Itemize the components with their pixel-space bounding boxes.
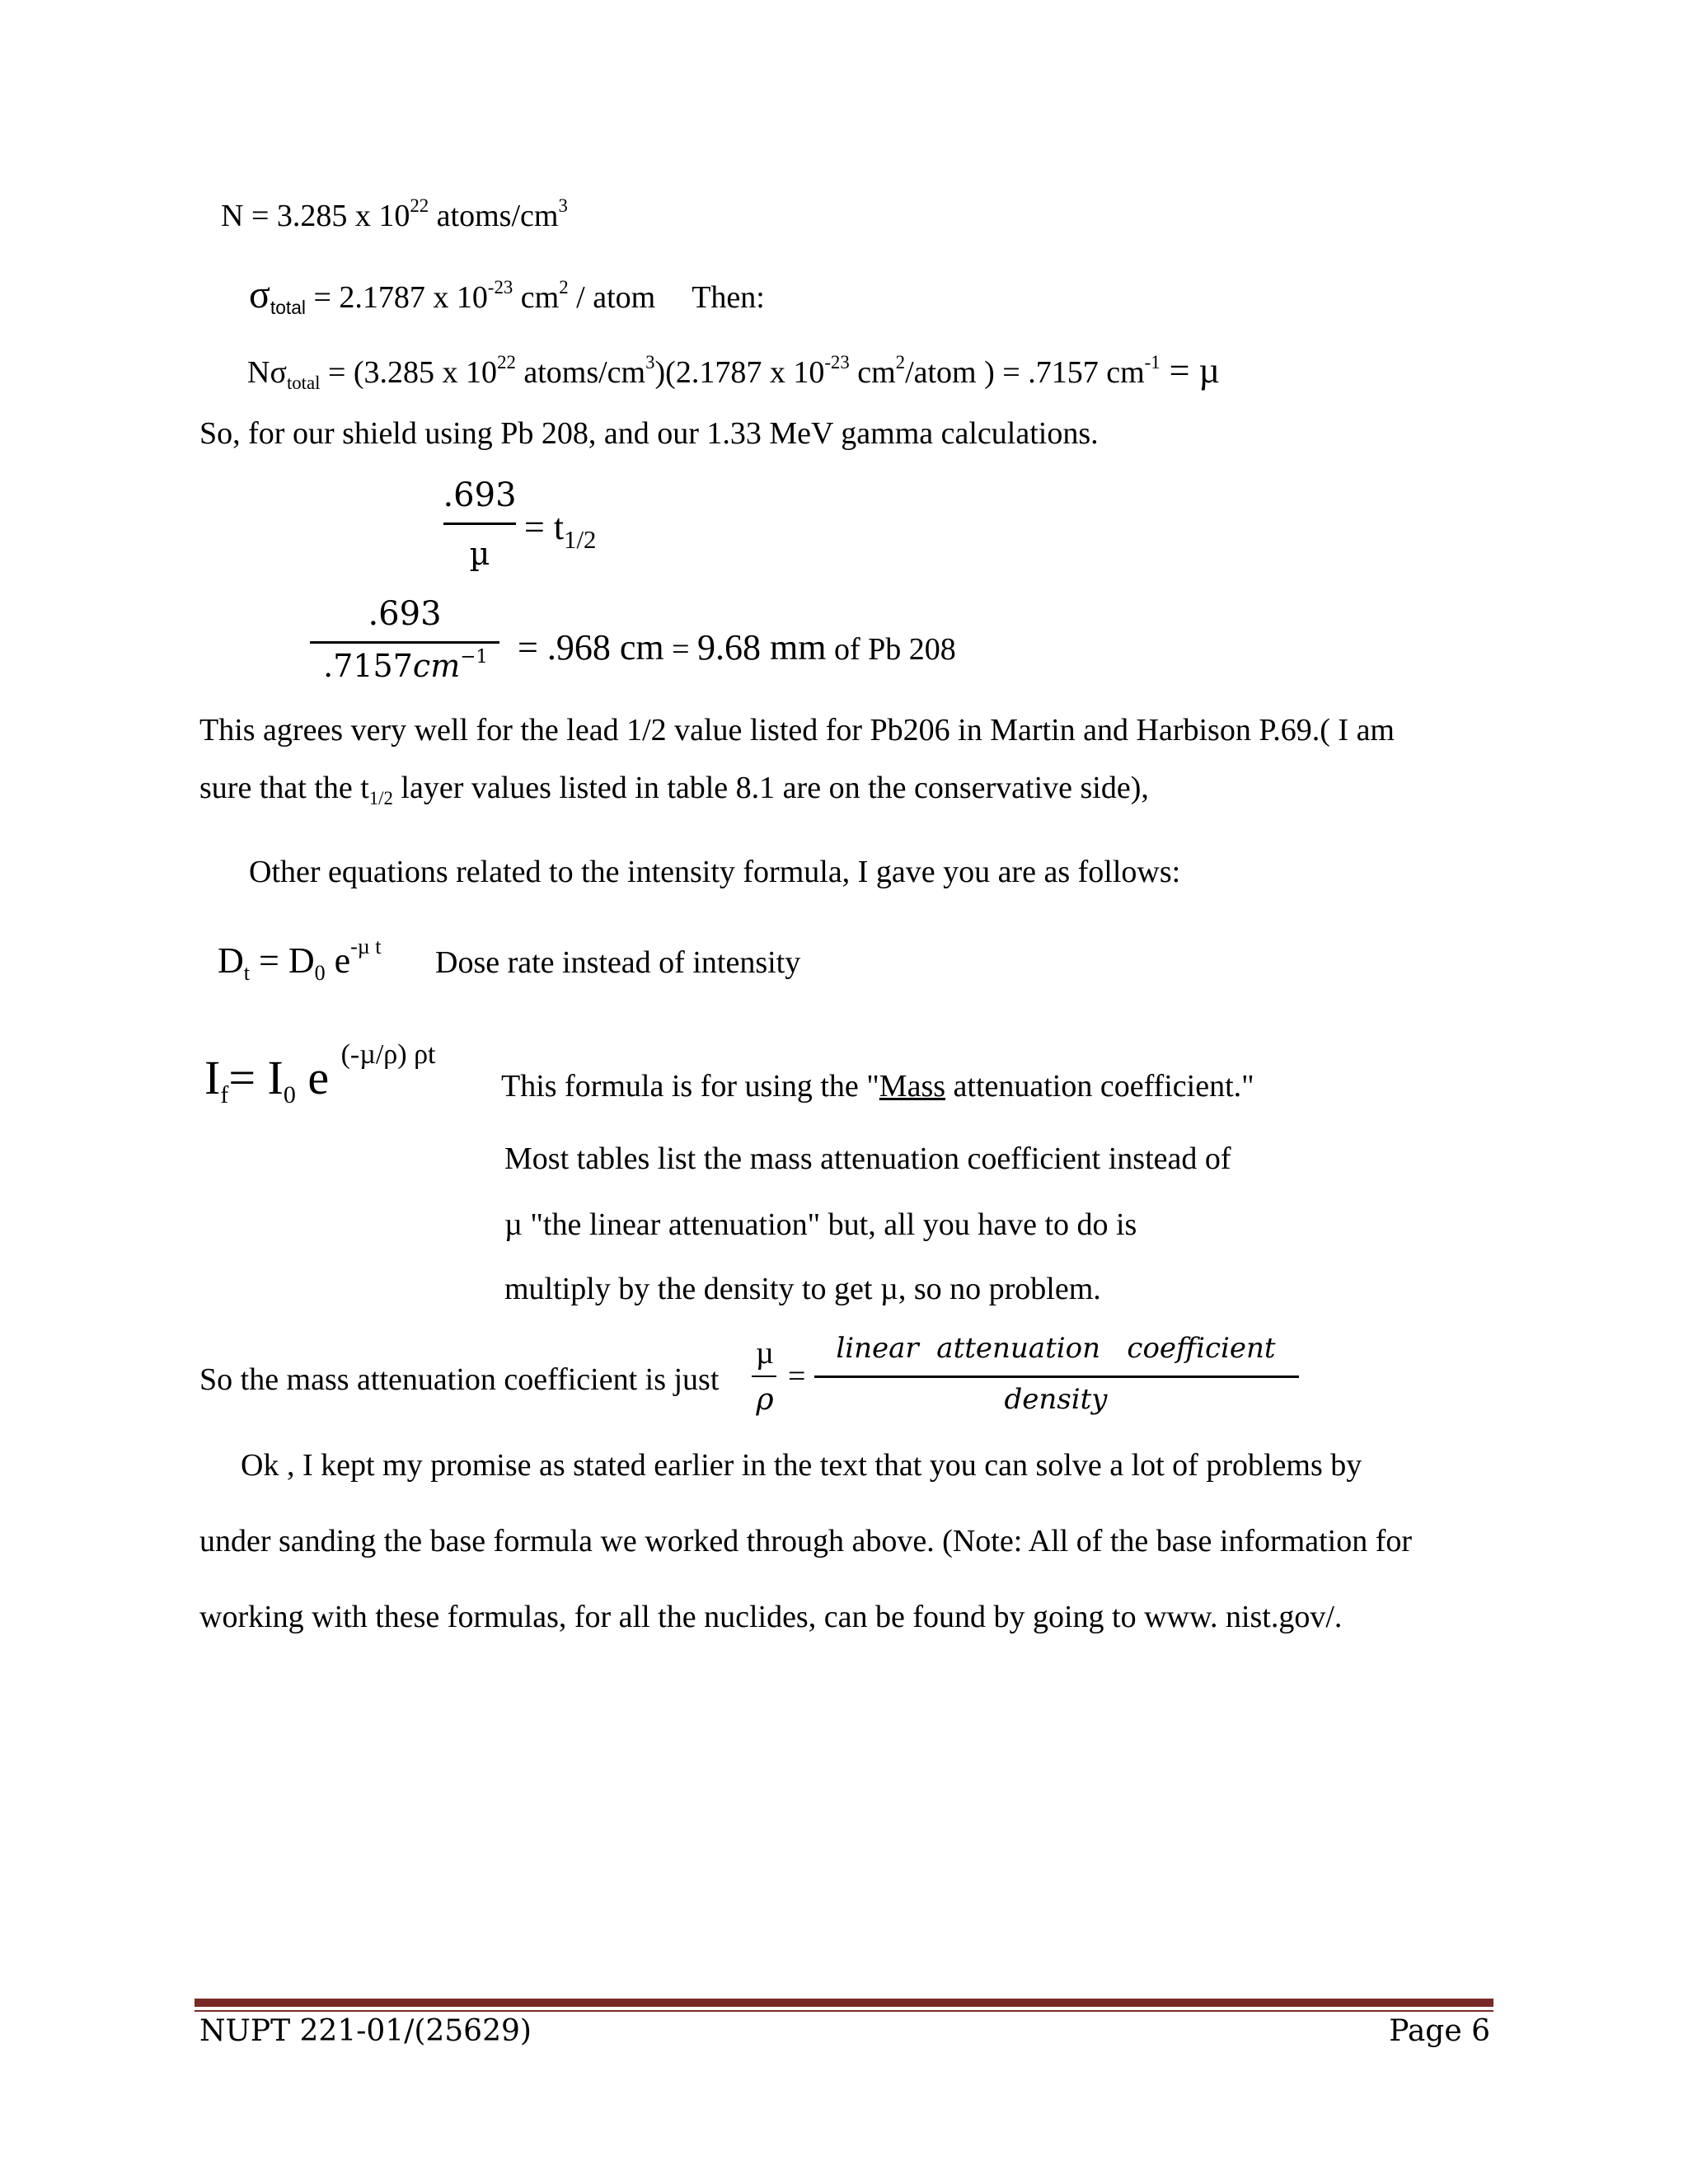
n-sigma-exp-2: 3 xyxy=(645,351,655,373)
formula2-rhs-mm: 9.68 mm xyxy=(697,627,827,668)
mass-coeff-denominator: density xyxy=(1004,1383,1108,1416)
n-sigma-part-1: = (3.285 x 10 xyxy=(320,355,498,390)
cross-section-unit-exponent: 2 xyxy=(559,276,569,298)
footer-document-id: NUPT 221-01/(25629) xyxy=(199,2014,532,2048)
mass-text-line3: µ "the linear attenuation" but, all you have to do is xyxy=(504,1207,1137,1242)
linear-attenuation-line xyxy=(247,349,1220,391)
formula2-rhs-cm: = .968 cm xyxy=(518,627,664,668)
mass-exponent: (-µ/ρ) ρt xyxy=(340,1038,436,1070)
mass-coeff-numerator: linear attenuation coefficient xyxy=(836,1332,1276,1365)
mass-coeff-small-bar xyxy=(752,1376,776,1377)
mass-coeff-rho: ρ xyxy=(756,1383,774,1417)
n-sigma-symbol: Nσ xyxy=(247,355,287,390)
agreement-line2-subscript: 1/2 xyxy=(368,787,393,808)
dose-rate-formula xyxy=(218,934,382,986)
mass-coeff-mu: µ xyxy=(756,1336,774,1371)
mass-e: e xyxy=(295,1051,341,1104)
n-sigma-result: = µ xyxy=(1160,350,1220,391)
footer-rule-thick xyxy=(195,1999,1493,2007)
formula1-rhs-text: = t xyxy=(524,507,565,547)
footer-rule-thin xyxy=(195,2010,1493,2012)
cross-section-line xyxy=(249,272,765,317)
atom-density-unit-exponent: 3 xyxy=(558,194,568,216)
atom-density-label: N = 3.285 x 10 xyxy=(221,199,410,233)
mass-text-line1-start: This formula is for using the " xyxy=(501,1069,879,1104)
n-sigma-part-3: )(2.1787 x 10 xyxy=(654,355,825,390)
agreement-line2-end: layer values listed in table 8.1 are on the conservative side), xyxy=(392,771,1149,805)
n-sigma-part-2: atoms/cm xyxy=(515,355,646,390)
mass-i-subscript: f xyxy=(220,1080,229,1108)
n-sigma-exp-5: -1 xyxy=(1144,351,1160,373)
cross-section-value: = 2.1787 x 10 xyxy=(305,280,488,315)
mass-eq: = I xyxy=(228,1051,284,1104)
other-equations-text: Other equations related to the intensity formula, I gave you are as follows: xyxy=(249,855,1181,889)
mass-coeff-text: So the mass attenuation coefficient is just xyxy=(199,1362,720,1397)
n-sigma-exp-3: -23 xyxy=(824,351,850,373)
mass-coeff-equals: = xyxy=(788,1359,806,1394)
formula1-rhs xyxy=(524,506,597,554)
formula1-numerator: .693 xyxy=(443,476,517,514)
mass-text-line1-end: attenuation coefficient." xyxy=(945,1069,1254,1104)
sigma-subscript: total xyxy=(270,296,306,318)
cross-section-exponent: -23 xyxy=(487,276,513,298)
formula1-denominator: µ xyxy=(469,536,490,572)
atom-density-exponent: 22 xyxy=(410,194,429,216)
atom-density-line xyxy=(221,194,568,234)
dose-exponent: -µ t xyxy=(350,934,382,958)
mass-i0-subscript: 0 xyxy=(283,1080,296,1108)
formula2-rhs-eq: = xyxy=(663,632,698,667)
cross-section-unit: cm xyxy=(513,280,560,315)
mass-text-line4: multiply by the density to get µ, so no problem. xyxy=(504,1272,1101,1306)
formula2-numerator: .693 xyxy=(368,595,442,633)
formula2-fraction-bar xyxy=(310,641,499,644)
mass-attenuation-formula xyxy=(204,1038,436,1108)
dose-d0-subscript: 0 xyxy=(314,961,326,986)
n-sigma-exp-4: 2 xyxy=(895,351,906,373)
formula2-denominator xyxy=(307,645,504,684)
n-sigma-exp-1: 22 xyxy=(497,351,516,373)
shield-intro-text: So, for our shield using Pb 208, and our 1.33 MeV gamma calculations. xyxy=(199,416,1099,451)
closing-text-line2: under sanding the base formula we worked through above. (Note: All of the base information for xyxy=(199,1524,1413,1558)
n-sigma-part-5: /atom ) = .7157 cm xyxy=(905,355,1145,390)
dose-rate-description: Dose rate instead of intensity xyxy=(435,945,801,980)
mass-coeff-fraction-bar xyxy=(814,1376,1299,1378)
dose-d: D xyxy=(218,940,244,981)
closing-text-line3: working with these formulas, for all the nuclides, can be found by going to www. nist.gov/. xyxy=(199,1600,1343,1634)
formula1-rhs-subscript: 1/2 xyxy=(564,525,597,554)
formula2-denominator-unit: cm xyxy=(412,648,461,684)
mass-text-line2: Most tables list the mass attenuation coefficient instead of xyxy=(504,1141,1231,1176)
formula2-rhs-material: of Pb 208 xyxy=(826,632,956,667)
mass-i: I xyxy=(204,1051,221,1104)
then-label: Then: xyxy=(692,280,765,315)
formula2-denominator-exponent: −1 xyxy=(460,645,488,668)
mass-text-underlined: Mass xyxy=(879,1069,946,1104)
mass-text-line1 xyxy=(501,1068,1254,1104)
dose-eq: = D xyxy=(250,940,315,981)
atom-density-unit: atoms/cm xyxy=(429,199,559,233)
sigma-symbol: σ xyxy=(249,273,270,316)
agreement-text-line1: This agrees very well for the lead 1/2 value listed for Pb206 in Martin and Harbison P.69.( I am xyxy=(199,713,1395,748)
dose-e: e xyxy=(325,940,351,981)
formula1-fraction-bar xyxy=(443,523,516,525)
footer-page-number: Page 6 xyxy=(1389,2014,1490,2048)
formula2-denominator-value: .7157 xyxy=(323,648,413,684)
agreement-text-line2 xyxy=(199,770,1149,806)
closing-text-line1: Ok , I kept my promise as stated earlier in the text that you can solve a lot of problems by xyxy=(241,1448,1362,1483)
n-sigma-part-4: cm xyxy=(849,355,896,390)
cross-section-unit-rest: / atom xyxy=(568,280,656,315)
agreement-line2-start: sure that the t xyxy=(199,771,369,805)
dose-d-subscript: t xyxy=(243,961,251,986)
formula2-rhs xyxy=(518,626,956,668)
n-sigma-subscript: total xyxy=(286,372,321,393)
